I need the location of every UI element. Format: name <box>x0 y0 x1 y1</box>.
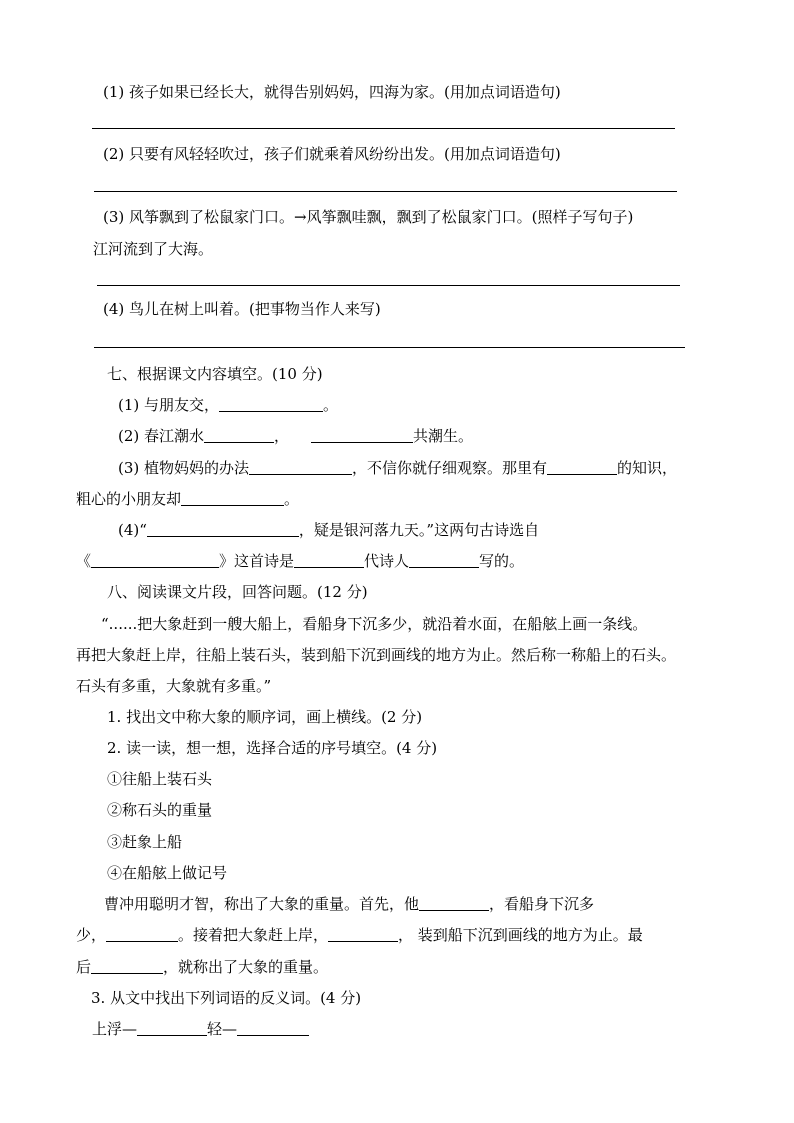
passage-line-3: 石头有多重，大象就有多重。” <box>76 677 272 695</box>
passage-line-2: 再把大象赶上岸，往船上装石头，装到船下沉到画线的地方为止。然后称一称船上的石头。 <box>76 646 677 664</box>
blank-antonym-1[interactable] <box>137 1020 207 1036</box>
fill-7-3-cont-text: 粗心的小朋友却 <box>76 490 182 508</box>
blank-8-1[interactable] <box>419 895 489 911</box>
fill-7-4-cont-open: 《 <box>76 552 92 570</box>
question-6-3-prompt: 江河流到了大海。 <box>93 240 214 258</box>
blank-7-3a[interactable] <box>249 459 352 475</box>
fill-8-line-2-text: 少， <box>76 926 107 944</box>
blank-8-4[interactable] <box>91 958 163 974</box>
fill-7-3-end: 的知识， <box>617 459 678 477</box>
answer-line-6-4[interactable] <box>94 347 685 348</box>
fill-8-line-3 <box>76 957 328 977</box>
fill-7-2-comma: ， <box>274 427 290 445</box>
fill-7-3 <box>118 458 677 478</box>
fill-8-line-3-end: ，就称出了大象的重量。 <box>163 958 329 976</box>
blank-8-2[interactable] <box>106 926 178 942</box>
fill-8-line-2-mid: 。接着把大象赶上岸， <box>178 926 329 944</box>
question-8-1: 1. 找出文中称大象的顺序词，画上横线。(2 分) <box>107 708 423 726</box>
blank-7-4b[interactable] <box>91 552 219 568</box>
section-8-title: 八、阅读课文片段，回答问题。(12 分) <box>107 583 368 601</box>
fill-7-4-cont-text: 》这首诗是 <box>219 552 295 570</box>
fill-7-3-mid: ，不信你就仔细观察。那里有 <box>352 459 548 477</box>
fill-7-1 <box>118 395 338 415</box>
question-8-2: 2. 读一读，想一想，选择合适的序号填空。(4 分) <box>107 739 438 757</box>
blank-7-4d[interactable] <box>409 552 479 568</box>
fill-7-4-mid: ，疑是银河落九天。”这两句古诗选自 <box>298 521 540 539</box>
fill-7-4-cont <box>76 551 524 571</box>
blank-7-4c[interactable] <box>294 552 364 568</box>
option-1: ①往船上装石头 <box>107 770 213 788</box>
antonym-2: 轻— <box>207 1020 238 1038</box>
antonym-row <box>92 1019 309 1039</box>
question-6-4: (4) 鸟儿在树上叫着。(把事物当作人来写) <box>103 300 381 318</box>
fill-7-3-cont-end: 。 <box>284 490 300 508</box>
fill-8-line-3-text: 后 <box>76 958 92 976</box>
fill-7-2 <box>118 426 473 446</box>
fill-7-3-cont <box>76 489 299 509</box>
blank-antonym-2[interactable] <box>237 1020 309 1036</box>
antonym-1: 上浮— <box>92 1020 138 1038</box>
blank-7-1[interactable] <box>219 396 323 412</box>
answer-line-6-3[interactable] <box>97 285 680 286</box>
fill-7-4-cont-poet: 代诗人 <box>364 552 410 570</box>
question-6-3: (3) 风筝飘到了松鼠家门口。→风筝飘哇飘，飘到了松鼠家门口。(照样子写句子) <box>103 208 634 226</box>
fill-7-1-text: (1) 与朋友交， <box>118 396 220 414</box>
fill-7-2-text: (2) 春江潮水 <box>118 427 205 445</box>
blank-7-3b[interactable] <box>547 459 617 475</box>
fill-8-line-1-end: ，看船身下沉多 <box>489 895 595 913</box>
blank-7-2b[interactable] <box>311 427 413 443</box>
option-2: ②称石头的重量 <box>107 801 213 819</box>
fill-8-line-1 <box>104 894 594 914</box>
fill-8-line-1-text: 曹冲用聪明才智，称出了大象的重量。首先，他 <box>104 895 420 913</box>
blank-8-3[interactable] <box>328 926 398 942</box>
fill-8-line-2-end: ， 装到船下沉到画线的地方为止。最 <box>398 926 643 944</box>
fill-7-4-text: (4)“ <box>118 521 147 539</box>
fill-7-2-end: 共潮生。 <box>413 427 474 445</box>
blank-7-2a[interactable] <box>204 427 274 443</box>
passage-line-1: “......把大象赶到一艘大船上，看船身下沉多少，就沿着水面，在船舷上画一条线。 <box>101 615 648 633</box>
blank-7-4a[interactable] <box>147 521 299 537</box>
fill-7-4-cont-end: 写的。 <box>479 552 525 570</box>
fill-7-1-end: 。 <box>323 396 339 414</box>
question-6-2: (2) 只要有风轻轻吹过，孩子们就乘着风纷纷出发。(用加点词语造句) <box>103 145 561 163</box>
blank-7-3c[interactable] <box>181 490 284 506</box>
fill-7-4 <box>118 520 539 540</box>
option-3: ③赶象上船 <box>107 833 183 851</box>
fill-7-3-text: (3) 植物妈妈的办法 <box>118 459 250 477</box>
option-4: ④在船舷上做记号 <box>107 864 228 882</box>
answer-line-6-1[interactable] <box>92 128 675 129</box>
question-8-3: 3. 从文中找出下列词语的反义词。(4 分) <box>91 989 362 1007</box>
question-6-1: (1) 孩子如果已经长大，就得告别妈妈，四海为家。(用加点词语造句) <box>103 83 561 101</box>
section-7-title: 七、根据课文内容填空。(10 分) <box>107 365 323 383</box>
answer-line-6-2[interactable] <box>94 191 677 192</box>
fill-8-line-2 <box>76 925 643 945</box>
